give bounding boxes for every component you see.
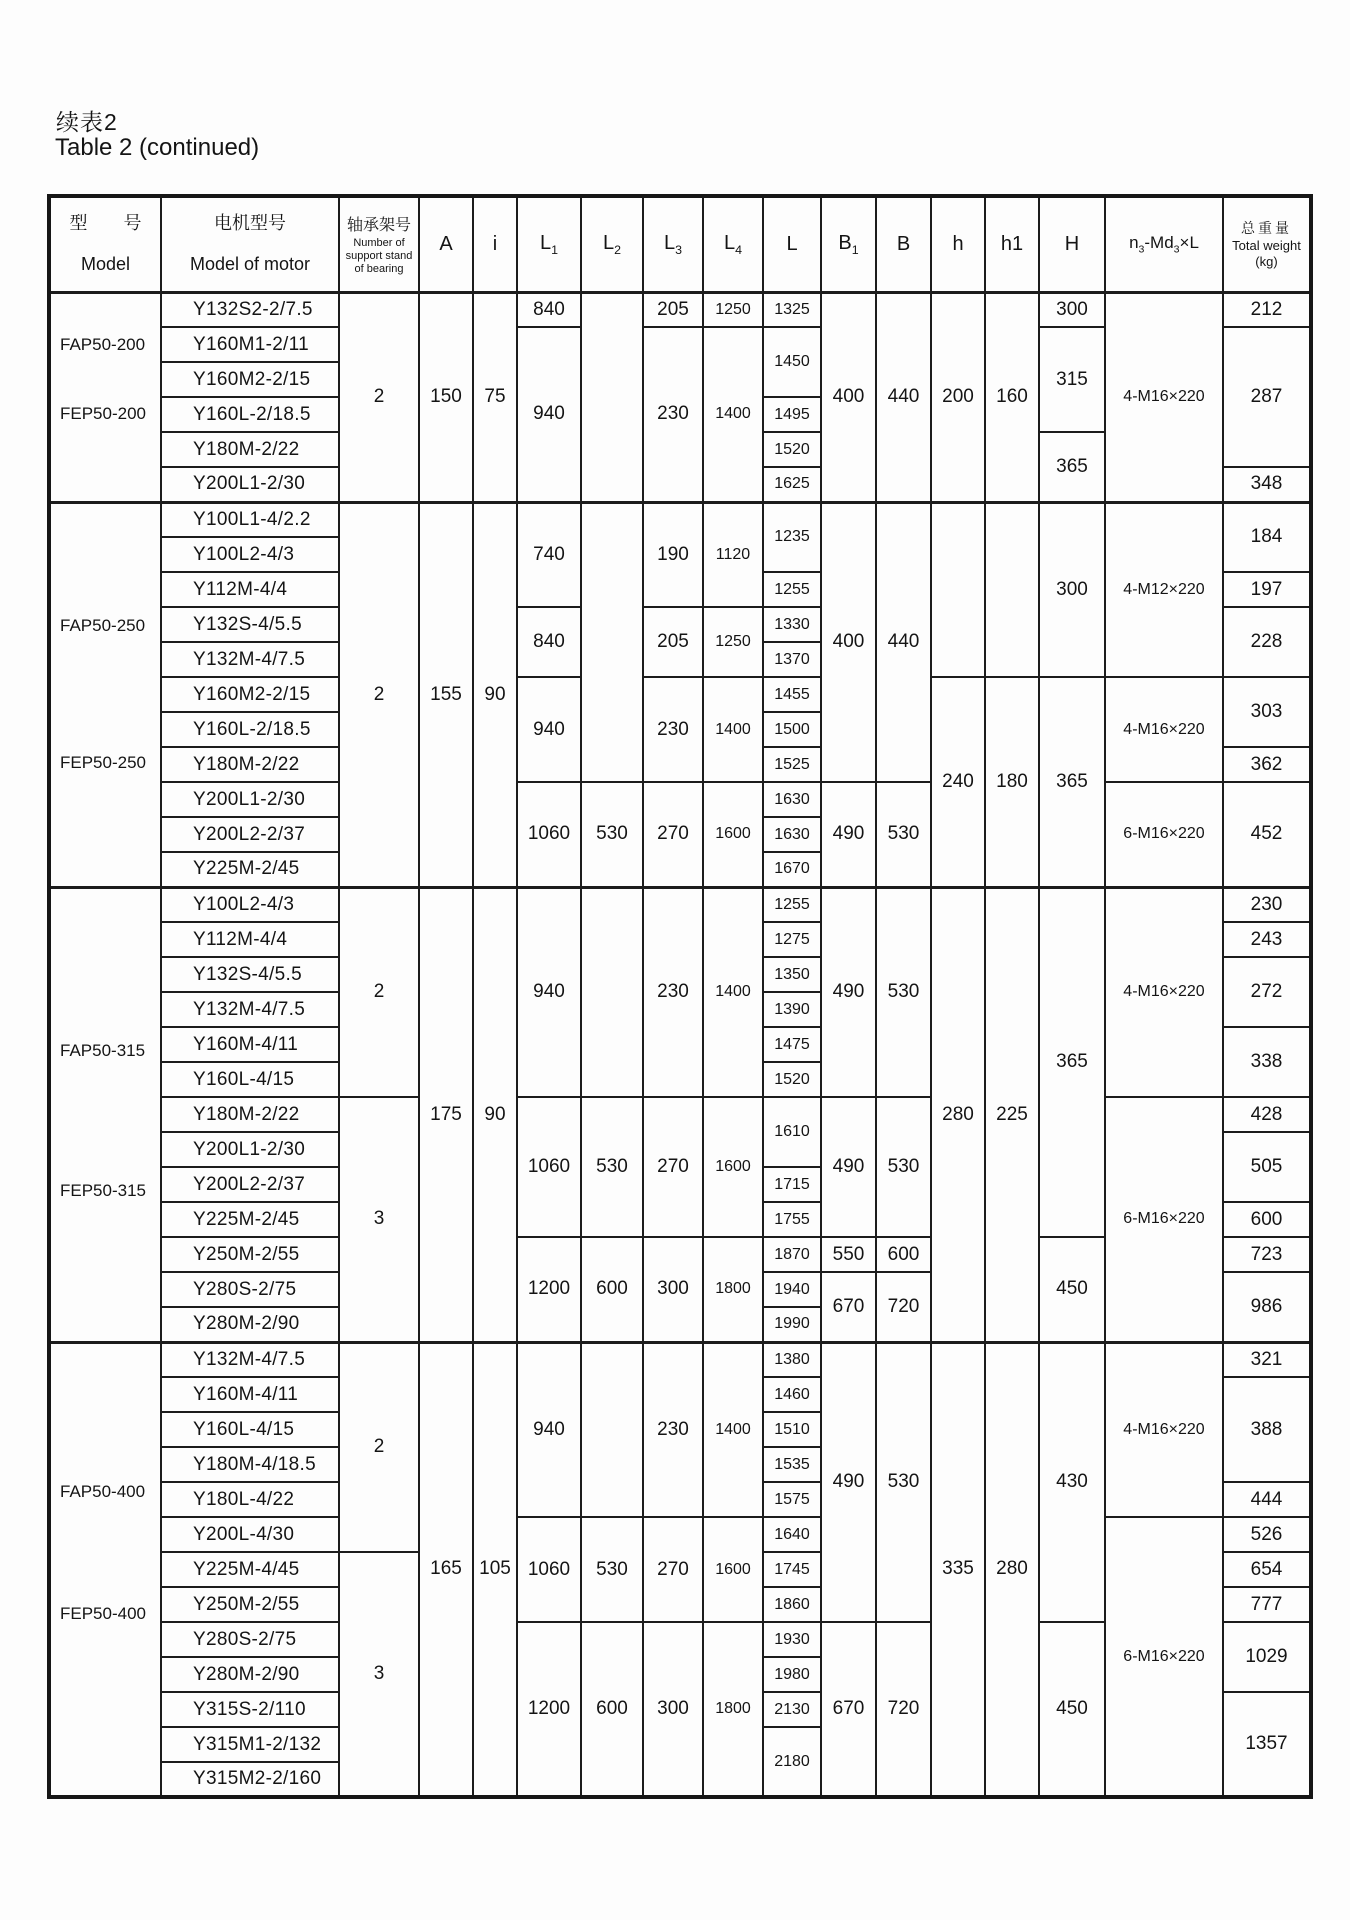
motor-model-cell: Y160M1-2/11 [161,327,339,362]
value-cell-L4: 1120 [703,502,763,607]
value-cell-n3: 6-M16×220 [1105,1517,1223,1797]
value-cell-wt: 212 [1223,292,1311,327]
value-cell-L: 1990 [763,1307,821,1342]
value-cell-wt: 654 [1223,1552,1311,1587]
value-cell-L: 1325 [763,292,821,327]
spec-table [47,194,1313,1799]
header-col-A: A [419,196,473,292]
value-cell-wt: 600 [1223,1202,1311,1237]
header-col-L3: $L_3$ [643,196,703,292]
motor-model-cell: Y315M1-2/132 [161,1727,339,1762]
value-cell-L: 1330 [763,607,821,642]
value-cell-L: 1455 [763,677,821,712]
value-cell-L: 1460 [763,1377,821,1412]
value-cell-B1: 400 [821,502,876,782]
value-cell-bearing: 3 [339,1097,419,1342]
motor-model-cell: Y180M-4/18.5 [161,1447,339,1482]
value-cell-wt: 452 [1223,782,1311,887]
value-cell-wt: 184 [1223,502,1311,572]
value-cell-L: 1380 [763,1342,821,1377]
value-cell-wt: 228 [1223,607,1311,677]
motor-model-cell: Y132S2-2/7.5 [161,292,339,327]
value-cell-L: 1745 [763,1552,821,1587]
value-cell-h: 240 [931,677,985,887]
value-cell-L: 1495 [763,397,821,432]
value-cell-L2 [581,292,643,502]
motor-model-cell: Y132S-4/5.5 [161,957,339,992]
value-cell-L2 [581,1342,643,1517]
value-cell-L2: 600 [581,1622,643,1797]
value-cell-L: 1625 [763,467,821,502]
value-cell-wt: 777 [1223,1587,1311,1622]
value-cell-L: 1510 [763,1412,821,1447]
value-cell-L3: 230 [643,327,703,502]
value-cell-L: 1870 [763,1237,821,1272]
header-col-H: H [1039,196,1105,292]
value-cell-L: 1370 [763,642,821,677]
value-cell-wt: 243 [1223,922,1311,957]
value-cell-L: 1610 [763,1097,821,1167]
value-cell-B: 530 [876,887,931,1097]
value-cell-H: 365 [1039,432,1105,502]
value-cell-wt: 1029 [1223,1622,1311,1692]
header-model: 型 号 Model [49,196,161,292]
motor-model-cell: Y180M-2/22 [161,432,339,467]
value-cell-L3: 230 [643,677,703,782]
value-cell-B: 530 [876,782,931,887]
motor-model-cell: Y160L-2/18.5 [161,397,339,432]
motor-model-cell: Y200L1-2/30 [161,782,339,817]
value-cell-wt: 444 [1223,1482,1311,1517]
value-cell-L4: 1800 [703,1622,763,1797]
value-cell-L3: 270 [643,1517,703,1622]
value-cell-L: 1520 [763,1062,821,1097]
motor-model-cell: Y280M-2/90 [161,1657,339,1692]
value-cell-L: 1390 [763,992,821,1027]
value-cell-n3: 4-M16×220 [1105,677,1223,782]
value-cell-L3: 205 [643,607,703,677]
pump-model-cell [49,292,161,502]
value-cell-i: 105 [473,1342,517,1797]
motor-model-cell: Y160L-4/15 [161,1412,339,1447]
value-cell-bearing: 2 [339,887,419,1097]
header-col-n3: $n_3-Md_3\times L$ [1105,196,1223,292]
value-cell-L1: 940 [517,327,581,502]
value-cell-H: 315 [1039,327,1105,432]
value-cell-A: 165 [419,1342,473,1797]
motor-model-cell: Y315S-2/110 [161,1692,339,1727]
value-cell-L4: 1400 [703,887,763,1097]
value-cell-wt: 505 [1223,1132,1311,1202]
motor-model-cell: Y132M-4/7.5 [161,992,339,1027]
value-cell-L1: 1200 [517,1622,581,1797]
motor-model-cell: Y250M-2/55 [161,1237,339,1272]
table-title-cn: 续表2 [56,109,118,135]
motor-model-cell: Y200L1-2/30 [161,467,339,502]
value-cell-L: 1630 [763,782,821,817]
value-cell-B1: 670 [821,1622,876,1797]
value-cell-wt: 723 [1223,1237,1311,1272]
pump-model-lower: FEP50-200 [60,403,146,423]
value-cell-L4: 1600 [703,782,763,887]
value-cell-L: 1930 [763,1622,821,1657]
value-cell-L3: 205 [643,292,703,327]
value-cell-L: 1980 [763,1657,821,1692]
value-cell-H: 365 [1039,677,1105,887]
motor-model-cell: Y100L2-4/3 [161,887,339,922]
value-cell-L4: 1400 [703,677,763,782]
value-cell-B: 530 [876,1097,931,1237]
motor-model-cell: Y200L-4/30 [161,1517,339,1552]
value-cell-wt: 986 [1223,1272,1311,1342]
value-cell-H: 430 [1039,1342,1105,1622]
value-cell-bearing: 3 [339,1552,419,1797]
pump-model-lower: FEP50-400 [60,1604,146,1624]
value-cell-L1: 840 [517,607,581,677]
value-cell-L: 1350 [763,957,821,992]
table-title-en: Table 2 (continued) [55,134,260,161]
value-cell-L: 1255 [763,572,821,607]
value-cell-wt: 428 [1223,1097,1311,1132]
value-cell-L4: 1600 [703,1097,763,1237]
value-cell-B: 720 [876,1272,931,1342]
value-cell-L1: 740 [517,502,581,607]
value-cell-wt: 1357 [1223,1692,1311,1797]
value-cell-L2: 600 [581,1237,643,1342]
motor-model-cell: Y280S-2/75 [161,1272,339,1307]
header-col-h: h [931,196,985,292]
value-cell-B: 440 [876,502,931,782]
value-cell-h [931,502,985,677]
value-cell-L2 [581,887,643,1097]
pump-model-cell [49,1342,161,1797]
motor-model-cell: Y180M-2/22 [161,747,339,782]
value-cell-n3: 4-M16×220 [1105,887,1223,1097]
motor-model-cell: Y132M-4/7.5 [161,1342,339,1377]
value-cell-L: 1860 [763,1587,821,1622]
motor-model-cell: Y180M-2/22 [161,1097,339,1132]
value-cell-h: 200 [931,292,985,502]
pump-model-lower: FEP50-315 [60,1181,146,1201]
header-col-L1: $L_1$ [517,196,581,292]
pump-model-lower: FEP50-250 [60,753,146,773]
motor-model-cell: Y132S-4/5.5 [161,607,339,642]
value-cell-B1: 490 [821,782,876,887]
value-cell-wt: 338 [1223,1027,1311,1097]
value-cell-n3: 4-M16×220 [1105,1342,1223,1517]
value-cell-L: 1450 [763,327,821,397]
pump-model-upper: FAP50-315 [60,1041,146,1061]
value-cell-L: 2130 [763,1692,821,1727]
value-cell-wt: 321 [1223,1342,1311,1377]
motor-model-cell: Y225M-2/45 [161,852,339,887]
header-weight: 总重量 Total weight (kg) [1223,196,1311,292]
motor-model-cell: Y160M-4/11 [161,1027,339,1062]
value-cell-L: 1755 [763,1202,821,1237]
header-bearing: 轴承架号 Number of support stand of bearing [339,196,419,292]
motor-model-cell: Y112M-4/4 [161,922,339,957]
value-cell-A: 155 [419,502,473,887]
value-cell-wt: 526 [1223,1517,1311,1552]
value-cell-H: 300 [1039,292,1105,327]
value-cell-B: 720 [876,1622,931,1797]
motor-model-cell: Y200L1-2/30 [161,1132,339,1167]
motor-model-cell: Y200L2-2/37 [161,1167,339,1202]
value-cell-i: 90 [473,502,517,887]
value-cell-H: 300 [1039,502,1105,677]
value-cell-n3: 6-M16×220 [1105,1097,1223,1342]
value-cell-L3: 270 [643,782,703,887]
value-cell-L: 1275 [763,922,821,957]
value-cell-B: 440 [876,292,931,502]
value-cell-L1: 940 [517,677,581,782]
value-cell-A: 175 [419,887,473,1342]
value-cell-H: 365 [1039,887,1105,1237]
value-cell-i: 75 [473,292,517,502]
value-cell-L: 1535 [763,1447,821,1482]
value-cell-L3: 230 [643,1342,703,1517]
header-col-B1: $B_1$ [821,196,876,292]
value-cell-B1: 490 [821,1342,876,1622]
value-cell-L4: 1400 [703,327,763,502]
value-cell-bearing: 2 [339,292,419,502]
value-cell-L: 1630 [763,817,821,852]
motor-model-cell: Y160M2-2/15 [161,362,339,397]
value-cell-L: 1670 [763,852,821,887]
motor-model-cell: Y100L1-4/2.2 [161,502,339,537]
value-cell-wt: 348 [1223,467,1311,502]
value-cell-B1: 490 [821,887,876,1097]
value-cell-L3: 230 [643,887,703,1097]
value-cell-L: 1525 [763,747,821,782]
pump-model-upper: FAP50-400 [60,1482,146,1502]
value-cell-B1: 400 [821,292,876,502]
value-cell-n3: 4-M12×220 [1105,502,1223,677]
value-cell-L1: 940 [517,887,581,1097]
value-cell-wt: 272 [1223,957,1311,1027]
value-cell-wt: 197 [1223,572,1311,607]
value-cell-L1: 840 [517,292,581,327]
value-cell-L4: 1800 [703,1237,763,1342]
value-cell-L3: 270 [643,1097,703,1237]
value-cell-h1 [985,502,1039,677]
motor-model-cell: Y180L-4/22 [161,1482,339,1517]
value-cell-h1: 225 [985,887,1039,1342]
value-cell-L1: 1060 [517,1097,581,1237]
motor-model-cell: Y100L2-4/3 [161,537,339,572]
value-cell-n3: 6-M16×220 [1105,782,1223,887]
value-cell-B1: 670 [821,1272,876,1342]
value-cell-L4: 1250 [703,292,763,327]
value-cell-h1: 180 [985,677,1039,887]
value-cell-L3: 190 [643,502,703,607]
header-col-i: i [473,196,517,292]
value-cell-bearing: 2 [339,502,419,887]
header-col-L2: $L_2$ [581,196,643,292]
header-motor: 电机型号 Model of motor [161,196,339,292]
value-cell-n3: 4-M16×220 [1105,292,1223,502]
value-cell-L2: 530 [581,1097,643,1237]
header-col-L: L [763,196,821,292]
value-cell-L4: 1600 [703,1517,763,1622]
value-cell-L4: 1400 [703,1342,763,1517]
value-cell-B: 600 [876,1237,931,1272]
value-cell-L3: 300 [643,1622,703,1797]
value-cell-wt: 230 [1223,887,1311,922]
value-cell-L: 1235 [763,502,821,572]
motor-model-cell: Y280M-2/90 [161,1307,339,1342]
motor-model-cell: Y160M-4/11 [161,1377,339,1412]
value-cell-bearing: 2 [339,1342,419,1552]
value-cell-B1: 490 [821,1097,876,1237]
value-cell-L: 1500 [763,712,821,747]
value-cell-L3: 300 [643,1237,703,1342]
value-cell-L2 [581,502,643,782]
motor-model-cell: Y250M-2/55 [161,1587,339,1622]
motor-model-cell: Y132M-4/7.5 [161,642,339,677]
pump-model-cell [49,502,161,887]
value-cell-wt: 303 [1223,677,1311,747]
value-cell-h: 280 [931,887,985,1342]
value-cell-B1: 550 [821,1237,876,1272]
value-cell-A: 150 [419,292,473,502]
motor-model-cell: Y200L2-2/37 [161,817,339,852]
value-cell-L2: 530 [581,782,643,887]
value-cell-i: 90 [473,887,517,1342]
motor-model-cell: Y225M-2/45 [161,1202,339,1237]
motor-model-cell: Y112M-4/4 [161,572,339,607]
value-cell-L4: 1250 [703,607,763,677]
value-cell-wt: 287 [1223,327,1311,467]
motor-model-cell: Y280S-2/75 [161,1622,339,1657]
value-cell-wt: 362 [1223,747,1311,782]
value-cell-L2: 530 [581,1517,643,1622]
value-cell-H: 450 [1039,1237,1105,1342]
motor-model-cell: Y160L-4/15 [161,1062,339,1097]
pump-model-cell [49,887,161,1342]
header-col-L4: $L_4$ [703,196,763,292]
motor-model-cell: Y225M-4/45 [161,1552,339,1587]
value-cell-B: 530 [876,1342,931,1622]
value-cell-L1: 1200 [517,1237,581,1342]
value-cell-L: 1520 [763,432,821,467]
motor-model-cell: Y315M2-2/160 [161,1762,339,1797]
value-cell-L1: 1060 [517,1517,581,1622]
header-col-B: B [876,196,931,292]
value-cell-L1: 1060 [517,782,581,887]
motor-model-cell: Y160M2-2/15 [161,677,339,712]
value-cell-h1: 280 [985,1342,1039,1797]
value-cell-L: 1715 [763,1167,821,1202]
value-cell-L: 1940 [763,1272,821,1307]
value-cell-h: 335 [931,1342,985,1797]
value-cell-L: 1640 [763,1517,821,1552]
value-cell-h1: 160 [985,292,1039,502]
value-cell-wt: 388 [1223,1377,1311,1482]
value-cell-L1: 940 [517,1342,581,1517]
pump-model-upper: FAP50-200 [60,335,146,355]
value-cell-L: 1255 [763,887,821,922]
value-cell-L: 1575 [763,1482,821,1517]
pump-model-upper: FAP50-250 [60,615,146,635]
value-cell-H: 450 [1039,1622,1105,1797]
motor-model-cell: Y160L-2/18.5 [161,712,339,747]
value-cell-L: 1475 [763,1027,821,1062]
value-cell-L: 2180 [763,1727,821,1797]
header-col-h1: h1 [985,196,1039,292]
